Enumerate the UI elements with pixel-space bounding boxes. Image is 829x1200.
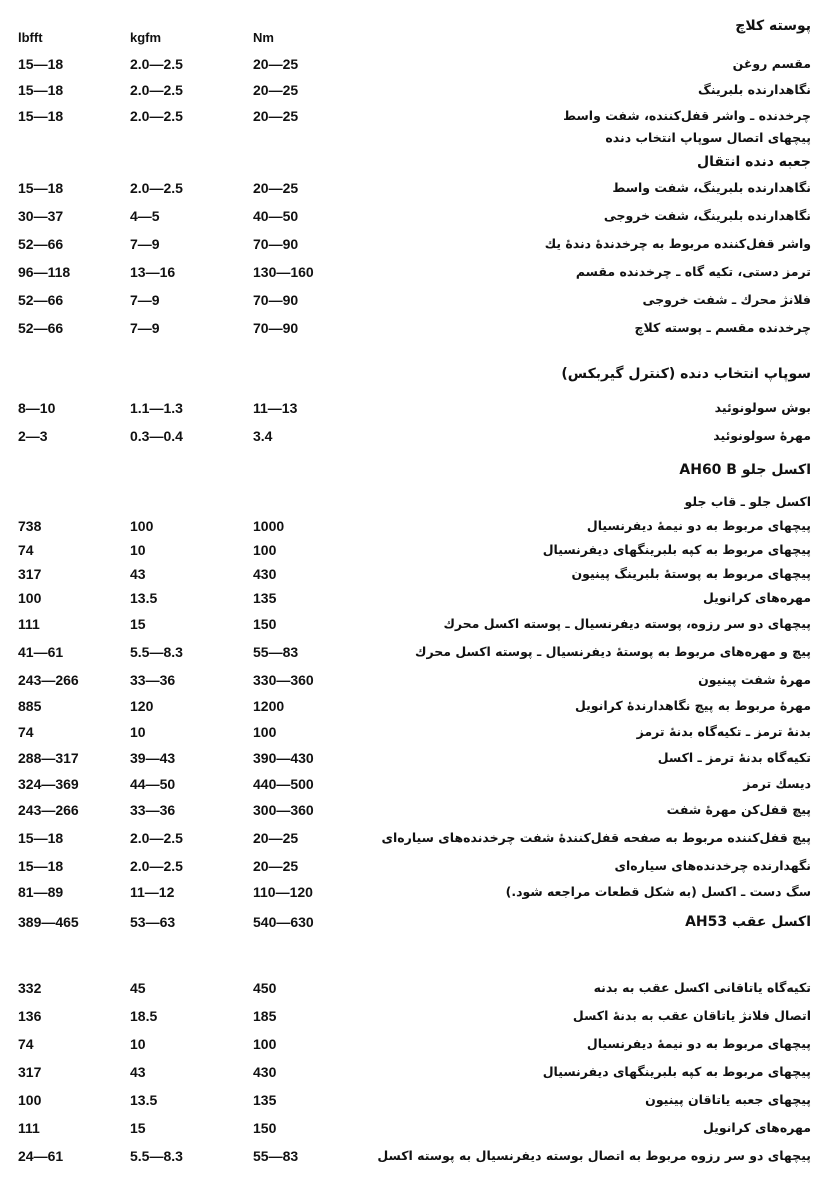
- section-title: اکسل جلو AH60 B: [679, 462, 811, 478]
- nm-value: 1000: [253, 518, 285, 534]
- nm-value: 55—83: [253, 1148, 299, 1164]
- part-label: پیچهای مربوط به کپه بلبرینگهای دیفرنسیال: [542, 542, 811, 557]
- part-label: نگاهدارنده بلبرینگ، شفت خروجی: [603, 208, 811, 223]
- lbfft-value: 15—18: [18, 108, 64, 124]
- part-label: پیچهای مربوط به پوستهٔ بلبرینگ پینیون: [571, 566, 811, 581]
- section-title: اکسل عقب AH53: [685, 914, 811, 930]
- part-label: پیچهای دو سر رزوه مربوط به اتصال بوسته دیفرنسیال به پوسته اکسل: [377, 1148, 811, 1163]
- nm-value: 100: [253, 724, 277, 740]
- spec-row: [0, 880, 829, 904]
- kgfm-value: 11—12: [130, 884, 175, 900]
- kgfm-value: 2.0—2.5: [130, 108, 183, 124]
- spec-row: [0, 490, 829, 514]
- kgfm-value: 2.0—2.5: [130, 858, 183, 874]
- spec-row: [0, 586, 829, 610]
- kgfm-value: 13.5: [130, 590, 158, 606]
- lbfft-value: 243—266: [18, 672, 79, 688]
- lbfft-value: 288—317: [18, 750, 79, 766]
- kgfm-value: 43: [130, 1064, 146, 1080]
- lbfft-value: 111: [18, 616, 40, 632]
- lbfft-value: 243—266: [18, 802, 79, 818]
- lbfft-value: 15—18: [18, 858, 64, 874]
- part-label: سگ دست ـ اکسل (به شکل قطعات مراجعه شود.): [505, 884, 811, 899]
- spec-row: [0, 424, 829, 448]
- spec-row: [0, 514, 829, 538]
- spec-row: [0, 126, 829, 150]
- nm-value: 440—500: [253, 776, 314, 792]
- part-label: بدنهٔ ترمز ـ تکیه‌گاه بدنهٔ ترمز: [636, 724, 811, 739]
- nm-value: 330—360: [253, 672, 314, 688]
- header-lbfft: lbfft: [18, 30, 43, 45]
- kgfm-value: 2.0—2.5: [130, 56, 183, 72]
- spec-row: [0, 396, 829, 420]
- part-label: پیچ قفل‌کن مهرهٔ شفت: [666, 802, 811, 817]
- nm-value: 450: [253, 980, 277, 996]
- kgfm-value: 43: [130, 566, 146, 582]
- nm-value: 20—25: [253, 180, 299, 196]
- part-label: ترمز دستی، تکیه گاه ـ چرخدنده مقسم: [575, 264, 811, 279]
- lbfft-value: 15—18: [18, 56, 64, 72]
- section-heading-row: [0, 150, 829, 174]
- spec-row: [0, 772, 829, 796]
- kgfm-value: 33—36: [130, 672, 176, 688]
- part-label: پیچ قفل‌کننده مربوط به صفحه قفل‌کنندهٔ شفت چرخدنده‌های سیاره‌ای: [381, 830, 811, 845]
- kgfm-value: 7—9: [130, 292, 160, 308]
- spec-row: [0, 232, 829, 256]
- spec-row: [0, 1088, 829, 1112]
- spec-row: [0, 538, 829, 562]
- nm-value: 540—630: [253, 914, 314, 930]
- part-label: تکیه‌گاه بدنهٔ ترمز ـ اکسل: [657, 750, 811, 765]
- lbfft-value: 96—118: [18, 264, 71, 280]
- lbfft-value: 15—18: [18, 830, 64, 846]
- spec-row: [0, 1116, 829, 1140]
- lbfft-value: 100: [18, 1092, 42, 1108]
- spec-row: [0, 1144, 829, 1168]
- lbfft-value: 52—66: [18, 292, 64, 308]
- section-heading-row: [0, 14, 829, 38]
- lbfft-value: 74: [18, 542, 34, 558]
- spec-row: [0, 78, 829, 102]
- part-label: مهره‌های کرانویل: [702, 1120, 811, 1135]
- kgfm-value: 10: [130, 724, 146, 740]
- kgfm-value: 2.0—2.5: [130, 830, 183, 846]
- lbfft-value: 15—18: [18, 180, 64, 196]
- nm-value: 300—360: [253, 802, 314, 818]
- nm-value: 20—25: [253, 830, 299, 846]
- kgfm-value: 53—63: [130, 914, 176, 930]
- spec-row: [0, 1004, 829, 1028]
- lbfft-value: 74: [18, 1036, 34, 1052]
- spec-row: [0, 826, 829, 850]
- part-label: پیچهای اتصال سوپاپ انتخاب دنده: [605, 130, 811, 145]
- spec-row: [0, 976, 829, 1000]
- kgfm-value: 10: [130, 1036, 146, 1052]
- nm-value: 70—90: [253, 320, 299, 336]
- section-title: جعبه دنده انتقال: [697, 154, 811, 170]
- section-heading-row: [0, 910, 829, 934]
- kgfm-value: 33—36: [130, 802, 176, 818]
- lbfft-value: 2—3: [18, 428, 48, 444]
- kgfm-value: 2.0—2.5: [130, 180, 183, 196]
- kgfm-value: 39—43: [130, 750, 176, 766]
- nm-value: 40—50: [253, 208, 299, 224]
- nm-value: 150: [253, 616, 277, 632]
- kgfm-value: 100: [130, 518, 154, 534]
- part-label: بوش سولونوئید: [714, 400, 811, 415]
- nm-value: 430: [253, 1064, 277, 1080]
- lbfft-value: 111: [18, 1120, 40, 1136]
- part-label: مهرهٔ مربوط به پیچ نگاهدارندهٔ کرانویل: [574, 698, 811, 713]
- part-label: تکیه‌گاه یاتاقانی اکسل عقب به بدنه: [593, 980, 811, 995]
- lbfft-value: 52—66: [18, 236, 64, 252]
- kgfm-value: 7—9: [130, 236, 160, 252]
- part-label: مهره‌های کرانویل: [702, 590, 811, 605]
- kgfm-value: 18.5: [130, 1008, 158, 1024]
- nm-value: 1200: [253, 698, 285, 714]
- kgfm-value: 13—16: [130, 264, 176, 280]
- lbfft-value: 332: [18, 980, 42, 996]
- kgfm-value: 13.5: [130, 1092, 158, 1108]
- kgfm-value: 44—50: [130, 776, 176, 792]
- part-label: نگهدارنده چرخدنده‌های سیاره‌ای: [614, 858, 811, 873]
- section-heading-row: [0, 458, 829, 482]
- lbfft-value: 24—61: [18, 1148, 64, 1164]
- spec-row: [0, 52, 829, 76]
- kgfm-value: 45: [130, 980, 146, 996]
- part-label: پیچهای مربوط به کپه بلبرینگهای دیفرنسیال: [542, 1064, 811, 1079]
- nm-value: 135: [253, 1092, 277, 1108]
- lbfft-value: 8—10: [18, 400, 56, 416]
- nm-value: 110—120: [253, 884, 313, 900]
- spec-row: [0, 640, 829, 664]
- part-label: اکسل جلو ـ قاب جلو: [684, 494, 811, 509]
- spec-row: [0, 612, 829, 636]
- kgfm-value: 7—9: [130, 320, 160, 336]
- part-label: دیسك ترمز: [743, 776, 811, 791]
- nm-value: 185: [253, 1008, 277, 1024]
- spec-row: [0, 720, 829, 744]
- spec-row: [0, 176, 829, 200]
- spec-row: [0, 288, 829, 312]
- header-kgfm: kgfm: [130, 30, 162, 45]
- nm-value: 70—90: [253, 236, 299, 252]
- nm-value: 20—25: [253, 858, 299, 874]
- section-title: پوسته کلاچ: [735, 18, 811, 34]
- kgfm-value: 120: [130, 698, 154, 714]
- nm-value: 20—25: [253, 56, 299, 72]
- kgfm-value: 5.5—8.3: [130, 1148, 183, 1164]
- spec-row: [0, 668, 829, 692]
- kgfm-value: 0.3—0.4: [130, 428, 183, 444]
- nm-value: 100: [253, 1036, 277, 1052]
- part-label: مهرهٔ شفت پینیون: [698, 672, 811, 687]
- lbfft-value: 74: [18, 724, 34, 740]
- part-label: واشر قفل‌کننده مربوط به چرخدندهٔ دندهٔ یك: [544, 236, 811, 251]
- spec-row: [0, 1032, 829, 1056]
- part-label: مقسم روغن: [732, 56, 811, 71]
- part-label: اتصال فلانژ یاتاقان عقب به بدنهٔ اکسل: [572, 1008, 811, 1023]
- nm-value: 3.4: [253, 428, 273, 444]
- part-label: نگاهدارنده بلبرینگ: [698, 82, 811, 97]
- spec-row: [0, 260, 829, 284]
- kgfm-value: 5.5—8.3: [130, 644, 183, 660]
- kgfm-value: 15: [130, 616, 146, 632]
- spec-row: [0, 798, 829, 822]
- part-label: فلانژ محرك ـ شفت خروجی: [642, 292, 811, 307]
- lbfft-value: 317: [18, 1064, 42, 1080]
- kgfm-value: 15: [130, 1120, 146, 1136]
- kgfm-value: 1.1—1.3: [130, 400, 183, 416]
- spec-row: [0, 746, 829, 770]
- spec-row: [0, 316, 829, 340]
- header-nm: Nm: [253, 30, 274, 45]
- nm-value: 390—430: [253, 750, 314, 766]
- lbfft-value: 41—61: [18, 644, 64, 660]
- nm-value: 430: [253, 566, 277, 582]
- lbfft-value: 738: [18, 518, 42, 534]
- spec-row: [0, 1060, 829, 1084]
- lbfft-value: 100: [18, 590, 42, 606]
- nm-value: 150: [253, 1120, 277, 1136]
- part-label: نگاهدارنده بلبرینگ، شفت واسط: [612, 180, 811, 195]
- spec-row: [0, 694, 829, 718]
- lbfft-value: 52—66: [18, 320, 64, 336]
- spec-row: [0, 562, 829, 586]
- lbfft-value: 15—18: [18, 82, 64, 98]
- spec-row: [0, 104, 829, 128]
- part-label: پیچ و مهره‌های مربوط به پوستهٔ دیفرنسیال ـ پوسته اکسل محرك: [415, 644, 811, 659]
- nm-value: 55—83: [253, 644, 299, 660]
- lbfft-value: 136: [18, 1008, 42, 1024]
- lbfft-value: 81—89: [18, 884, 64, 900]
- kgfm-value: 10: [130, 542, 146, 558]
- nm-value: 20—25: [253, 108, 299, 124]
- part-label: چرخدنده ـ واشر قفل‌کننده، شفت واسط: [563, 108, 811, 123]
- lbfft-value: 389—465: [18, 914, 79, 930]
- lbfft-value: 317: [18, 566, 42, 582]
- lbfft-value: 885: [18, 698, 42, 714]
- section-title: سوپاپ انتخاب دنده (کنترل گیربکس): [561, 366, 811, 382]
- nm-value: 11—13: [253, 400, 298, 416]
- kgfm-value: 4—5: [130, 208, 160, 224]
- nm-value: 70—90: [253, 292, 299, 308]
- part-label: پیچهای مربوط به دو نیمهٔ دیفرنسیال: [586, 518, 811, 533]
- spec-row: [0, 854, 829, 878]
- part-label: چرخدنده مقسم ـ پوسته کلاچ: [634, 320, 811, 335]
- section-heading-row: [0, 362, 829, 386]
- part-label: پیچهای جعبه یاتاقان پینیون: [645, 1092, 811, 1107]
- spec-row: [0, 204, 829, 228]
- part-label: مهرهٔ سولونوئید: [713, 428, 811, 443]
- lbfft-value: 30—37: [18, 208, 64, 224]
- spec-row: [0, 948, 829, 972]
- kgfm-value: 2.0—2.5: [130, 82, 183, 98]
- part-label: پیچهای مربوط به دو نیمهٔ دیفرنسیال: [586, 1036, 811, 1051]
- nm-value: 100: [253, 542, 277, 558]
- lbfft-value: 324—369: [18, 776, 79, 792]
- nm-value: 130—160: [253, 264, 314, 280]
- nm-value: 20—25: [253, 82, 299, 98]
- part-label: پیچهای دو سر رزوه، پوسته دیفرنسیال ـ پوسته اکسل محرك: [443, 616, 811, 631]
- nm-value: 135: [253, 590, 277, 606]
